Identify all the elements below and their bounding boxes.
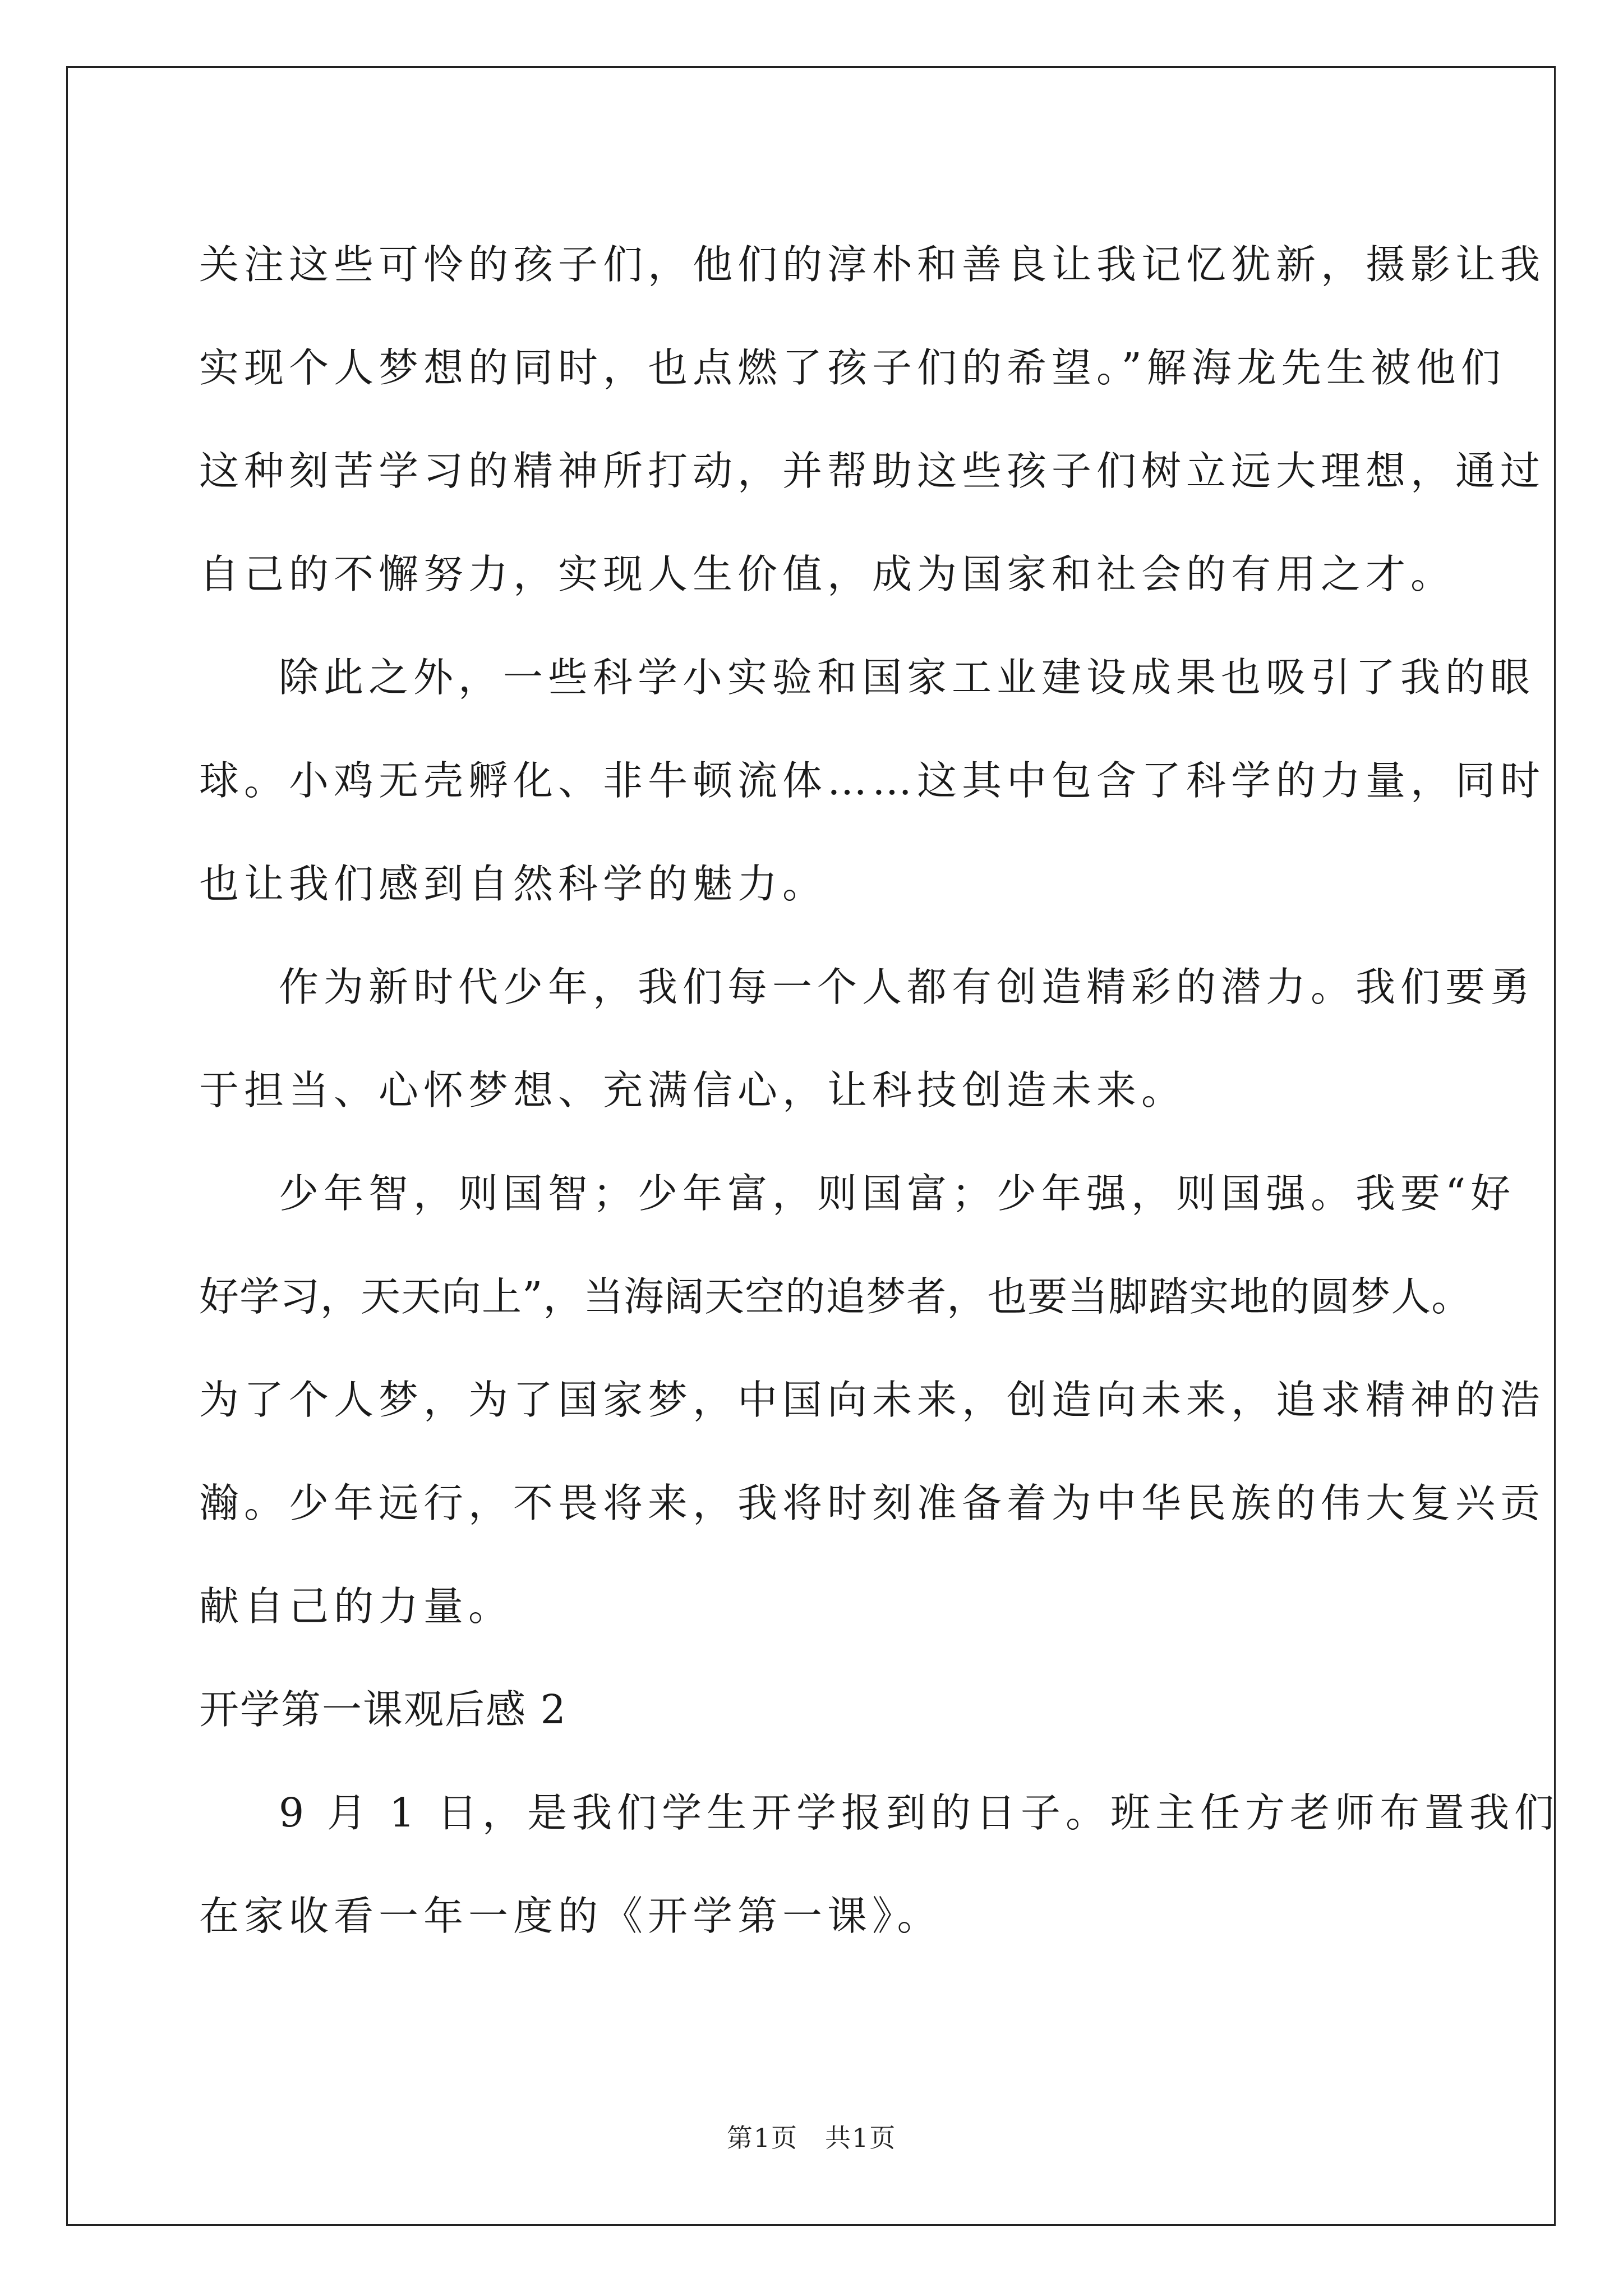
- text-line: 于担当、心怀梦想、充满信心，让科技创造未来。: [199, 1067, 1187, 1114]
- paragraph-start: 少年智，则国智；少年富，则国富；少年强，则国强。我要“好: [279, 1170, 1516, 1217]
- text-line: 也让我们感到自然科学的魅力。: [199, 861, 828, 907]
- text-line: 献自己的力量。: [199, 1583, 514, 1630]
- text-line: 关注这些可怜的孩子们，他们的淳朴和善良让我记忆犹新，摄影让我: [199, 241, 1546, 288]
- text-line: 球。小鸡无壳孵化、非牛顿流体……这其中包含了科学的力量，同时: [199, 757, 1546, 804]
- page-footer: 第1页 共1页: [726, 2123, 897, 2153]
- text-line: 实现个人梦想的同时，也点燃了孩子们的希望。”解海龙先生被他们: [199, 344, 1506, 391]
- text-line: 在家收看一年一度的《开学第一课》。: [199, 1893, 942, 1939]
- text-line: 好学习，天天向上”，当海阔天空的追梦者，也要当脚踏实地的圆梦人。: [199, 1273, 1472, 1320]
- text-line: 这种刻苦学习的精神所打动，并帮助这些孩子们树立远大理想，通过: [199, 448, 1546, 494]
- text-line: 自己的不懈努力，实现人生价值，成为国家和社会的有用之才。: [199, 551, 1456, 597]
- document-body: [199, 213, 1560, 1968]
- text-line: 为了个人梦，为了国家梦，中国向未来，创造向未来，追求精神的浩: [199, 1377, 1546, 1423]
- paragraph-start: 9 月 1 日，是我们学生开学报到的日子。班主任方老师布置我们: [279, 1789, 1560, 1836]
- section-heading: 开学第一课观后感 2: [199, 1686, 567, 1733]
- text-line: 瀚。少年远行，不畏将来，我将时刻准备着为中华民族的伟大复兴贡: [199, 1480, 1546, 1526]
- paragraph-start: 除此之外，一些科学小实验和国家工业建设成果也吸引了我的眼: [279, 654, 1536, 701]
- paragraph-start: 作为新时代少年，我们每一个人都有创造精彩的潜力。我们要勇: [279, 964, 1536, 1010]
